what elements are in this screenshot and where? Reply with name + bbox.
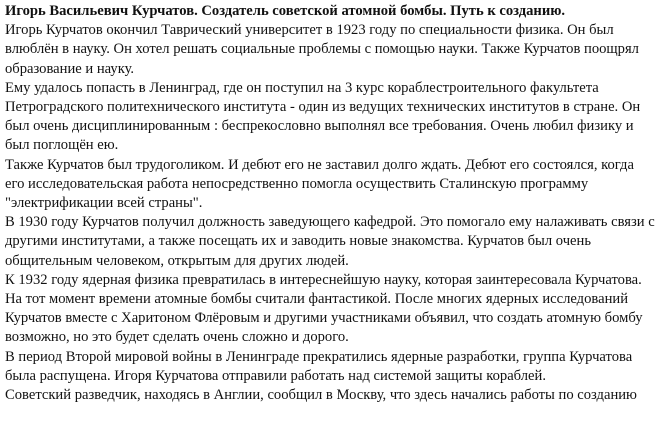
- text-line: возможно, но это будет сделать очень сложно и дорого.: [5, 329, 349, 346]
- text-line: была распущена. Игоря Курчатова отправили работать над системой защиты кораблей.: [5, 367, 546, 384]
- text-line: К 1932 году ядерная физика превратилась в интереснейшую науку, которая заинтересовала Курчатова.: [5, 271, 642, 288]
- text-line: Петроградского политехнического института - один из ведущих технических институтов в стране. Он: [5, 99, 641, 116]
- text-line: Курчатов вместе с Харитоном Флёровым и другими участниками объявил, что создать атомную бомбу: [5, 310, 643, 327]
- text-line: другими институтами, а также посещать их и заводить новые знакомства. Курчатов был очень: [5, 233, 591, 250]
- text-line: образование и науку.: [5, 60, 135, 77]
- text-line: Также Курчатов был трудоголиком. И дебют его не заставил долго ждать. Дебют его состоялся, когда: [5, 156, 634, 173]
- document-title: Игорь Васильевич Курчатов. Создатель советской атомной бомбы. Путь к созданию.: [5, 3, 566, 19]
- text-line: был очень дисциплинированным : беспрекословно выполнял все требования. Очень любил физику и: [5, 118, 634, 135]
- text-line: На тот момент времени атомные бомбы считали фантастикой. После многих ядерных исследований: [5, 291, 628, 308]
- text-line: "электрификации всей страны".: [5, 195, 203, 212]
- text-line: Игорь Курчатов окончил Таврический университет в 1923 году по специальности физика. Он был: [5, 22, 614, 39]
- text-line: Советский разведчик, находясь в Англии, сообщил в Москву, что здесь начались работы по созданию: [5, 387, 637, 404]
- text-line: был поглощён ею.: [5, 137, 119, 154]
- document-page: [5, 2, 661, 405]
- text-line: его исследовательская работа непосредственно помогла осуществить Сталинскую программу: [5, 175, 589, 192]
- text-line: общительным человеком, открытым для других людей.: [5, 252, 349, 269]
- text-line: В 1930 году Курчатов получил должность заведующего кафедрой. Это помогало ему налаживать связи с: [5, 214, 655, 231]
- text-line: влюблён в науку. Он хотел решать социальные проблемы с помощью науки. Также Курчатов поощрял: [5, 41, 639, 58]
- text-line: В период Второй мировой войны в Ленинграде прекратились ядерные разработки, группа Курчатова: [5, 348, 633, 365]
- text-line: Ему удалось попасть в Ленинград, где он поступил на 3 курс кораблестроительного факультета: [5, 79, 599, 96]
